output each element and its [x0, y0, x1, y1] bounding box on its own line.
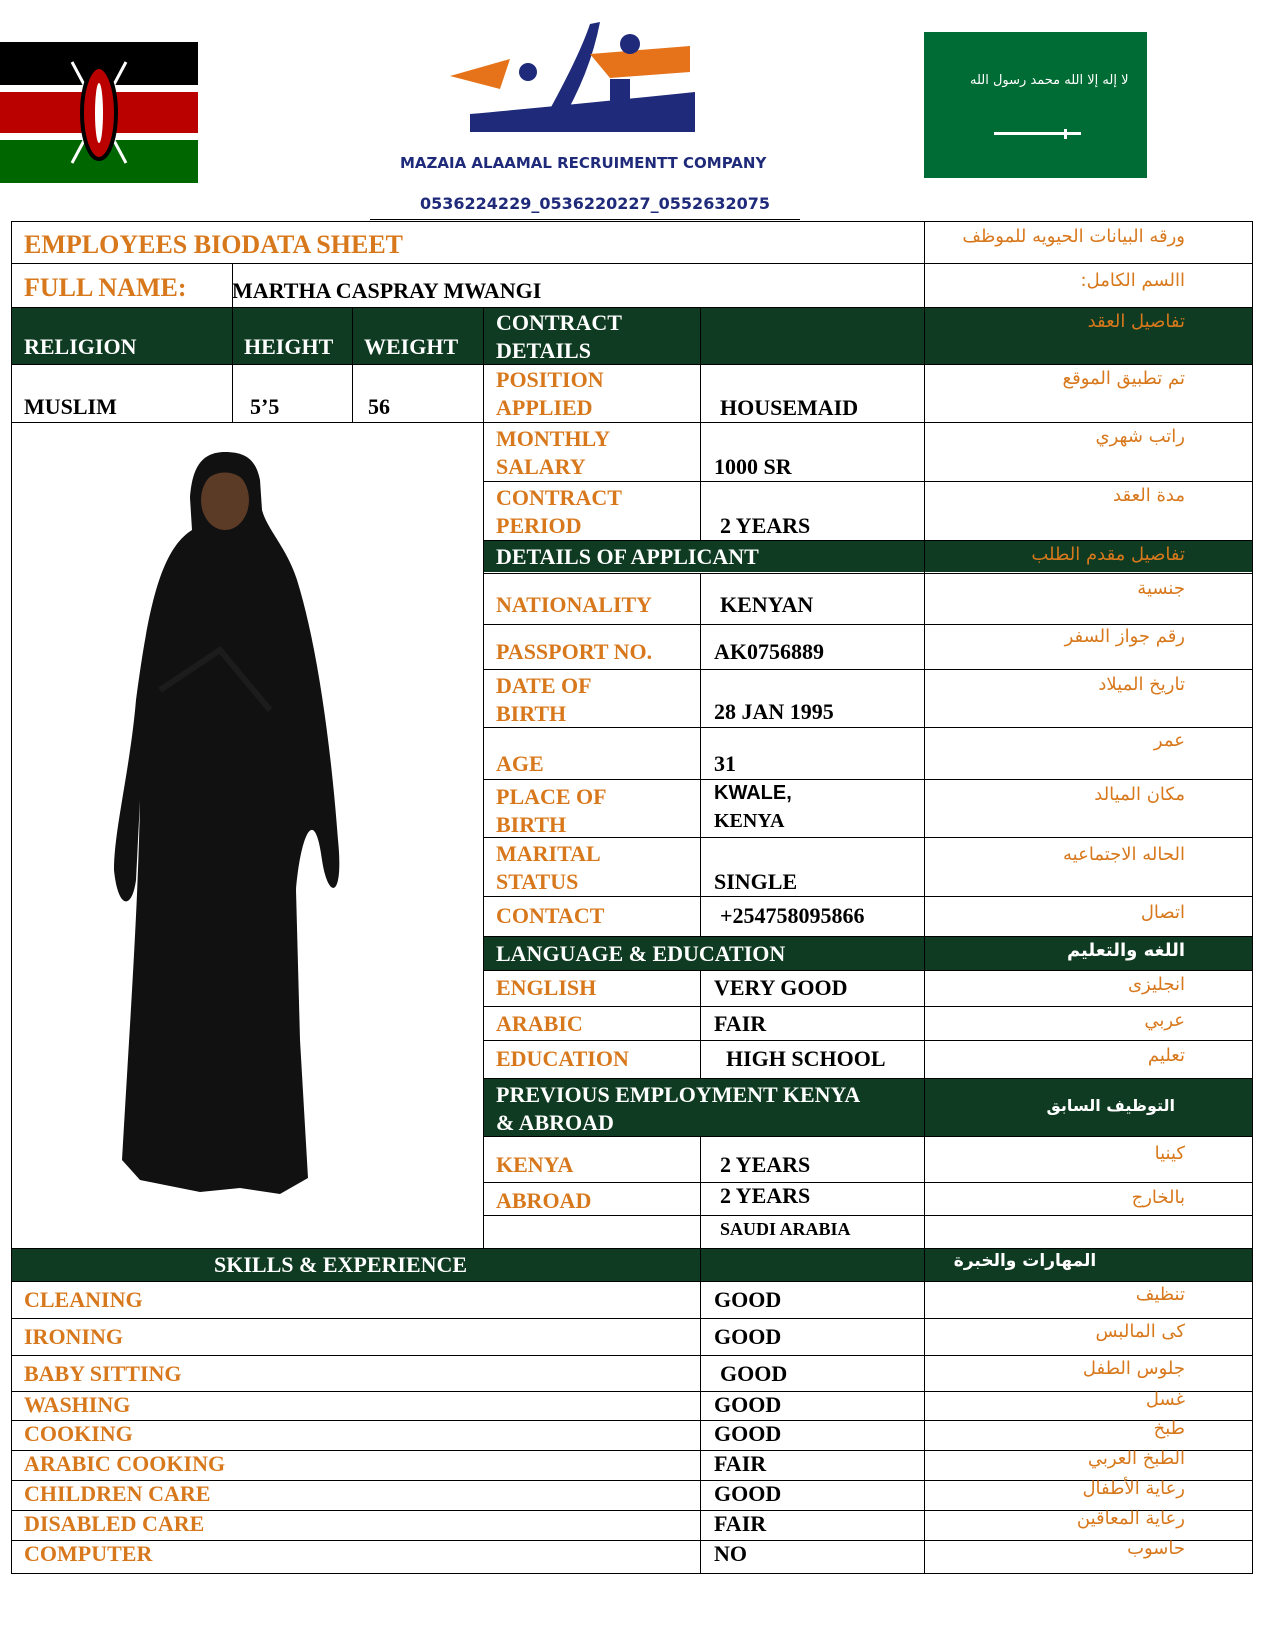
passport-label: PASSPORT NO.	[496, 639, 653, 664]
weight-label: WEIGHT	[364, 334, 459, 359]
weight-value: 56	[368, 394, 390, 419]
full-name-ar: االسم الكامل:	[1080, 270, 1185, 291]
company-name: MAZAIA ALAAMAL RECRUIMENTT COMPANY	[400, 154, 767, 172]
contract-header-ar: تفاصيل العقد	[1087, 311, 1185, 332]
nationality-ar: جنسية	[1137, 578, 1185, 599]
arabic-label: ARABIC	[496, 1011, 583, 1036]
passport-value: AK0756889	[714, 639, 824, 664]
saudi-flag-text: لا إله إلا الله محمد رسول الله	[970, 73, 1129, 88]
age-ar: عمر	[1153, 730, 1185, 751]
education-ar: تعليم	[1147, 1045, 1185, 1066]
skill-label-ar: حاسوب	[1127, 1538, 1185, 1559]
sheet-title-ar: ورقه البيانات الحيويه للموظف	[962, 226, 1185, 247]
sheet-title: EMPLOYEES BIODATA SHEET	[24, 230, 404, 259]
period-ar: مدة العقد	[1113, 485, 1185, 506]
english-value: VERY GOOD	[714, 975, 848, 1000]
company-logo	[440, 14, 700, 134]
dob-value: 28 JAN 1995	[714, 699, 834, 724]
applicant-photo	[100, 440, 350, 1240]
nationality-value: KENYAN	[720, 592, 814, 617]
contact-label: CONTACT	[496, 903, 605, 928]
employment-header-line2: & ABROAD	[496, 1110, 614, 1135]
applicant-header: DETAILS OF APPLICANT	[496, 544, 759, 569]
period-value: 2 YEARS	[720, 513, 811, 538]
nationality-label: NATIONALITY	[496, 592, 653, 617]
company-phones: 0536224229_0536220227_0552632075	[420, 194, 770, 213]
employment-header-ar: التوظيف السابق	[1046, 1096, 1175, 1115]
english-ar: انجليزى	[1127, 974, 1185, 995]
language-header: LANGUAGE & EDUCATION	[496, 941, 786, 966]
skill-label: BABY SITTING	[24, 1361, 182, 1386]
abroad-value: 2 YEARS	[720, 1183, 811, 1208]
kenya-value: 2 YEARS	[720, 1152, 811, 1177]
passport-ar: رقم جواز السفر	[1064, 626, 1185, 647]
salary-value: 1000 SR	[714, 454, 792, 479]
skills-header: SKILLS & EXPERIENCE	[214, 1252, 468, 1277]
pob-value-line2: KENYA	[714, 810, 785, 832]
position-ar: تم تطبيق الموقع	[1062, 368, 1185, 389]
applicant-header-ar: تفاصيل مقدم الطلب	[1031, 544, 1185, 565]
contract-header: CONTRACT DETAILS	[496, 310, 622, 363]
full-name-value: MARTHA CASPRAY MWANGI	[232, 278, 542, 303]
skill-value: GOOD	[714, 1421, 782, 1446]
pob-value-line1: KWALE,	[714, 782, 792, 804]
skill-label: WASHING	[24, 1392, 131, 1417]
abroad-ar: بالخارج	[1131, 1187, 1185, 1208]
skill-value: NO	[714, 1541, 747, 1566]
pob-label: PLACE OF BIRTH	[496, 784, 606, 837]
english-label: ENGLISH	[496, 975, 597, 1000]
period-label: CONTRACT PERIOD	[496, 485, 622, 538]
kenya-label: KENYA	[496, 1152, 574, 1177]
skill-label: IRONING	[24, 1324, 124, 1349]
arabic-value: FAIR	[714, 1011, 767, 1036]
kenya-ar: كينيا	[1154, 1143, 1185, 1164]
contact-ar: اتصال	[1140, 902, 1185, 923]
skill-label-ar: طبخ	[1153, 1418, 1185, 1439]
height-value: 5’5	[250, 394, 280, 419]
skill-label-ar: الطبخ العربي	[1087, 1448, 1185, 1469]
kenya-flag	[0, 42, 198, 183]
skill-label: COOKING	[24, 1421, 133, 1446]
religion-label: RELIGION	[24, 334, 137, 359]
marital-value: SINGLE	[714, 869, 798, 894]
skill-label-ar: جلوس الطفل	[1082, 1358, 1185, 1379]
skill-label: DISABLED CARE	[24, 1511, 205, 1536]
skill-label: COMPUTER	[24, 1541, 153, 1566]
employment-header-line1: PREVIOUS EMPLOYMENT KENYA	[496, 1082, 861, 1107]
salary-ar: راتب شهري	[1095, 426, 1185, 447]
skill-label-ar: غسل	[1145, 1389, 1185, 1410]
marital-label: MARITAL STATUS	[496, 841, 600, 894]
dob-label: DATE OF BIRTH	[496, 673, 591, 726]
salary-label: MONTHLY SALARY	[496, 426, 610, 479]
skill-label: CHILDREN CARE	[24, 1481, 211, 1506]
age-label: AGE	[496, 751, 544, 776]
position-label: POSITION APPLIED	[496, 367, 604, 420]
skill-value: FAIR	[714, 1451, 767, 1476]
contact-value: +254758095866	[720, 903, 865, 928]
language-header-ar: اللغه والتعليم	[1066, 940, 1185, 961]
height-label: HEIGHT	[244, 334, 334, 359]
education-label: EDUCATION	[496, 1046, 629, 1071]
abroad-label: ABROAD	[496, 1188, 592, 1213]
dob-ar: تاريخ الميلاد	[1098, 674, 1185, 695]
skill-value: GOOD	[714, 1481, 782, 1506]
pob-ar: مكان الميالد	[1094, 784, 1185, 805]
arabic-ar: عربي	[1144, 1010, 1185, 1031]
age-value: 31	[714, 751, 736, 776]
skill-value: GOOD	[720, 1361, 788, 1386]
skills-header-ar: المهارات والخبرة	[953, 1251, 1097, 1271]
skill-value: GOOD	[714, 1287, 782, 1312]
religion-value: MUSLIM	[24, 394, 117, 419]
skill-label: ARABIC COOKING	[24, 1451, 226, 1476]
saudi-flag	[924, 32, 1147, 178]
skill-label-ar: رعاية الأطفال	[1082, 1478, 1185, 1499]
skill-label-ar: رعاية المعاقين	[1076, 1508, 1185, 1529]
skill-label-ar: كى المالبس	[1095, 1321, 1185, 1342]
skill-label: CLEANING	[24, 1287, 143, 1312]
education-value: HIGH SCHOOL	[726, 1046, 886, 1071]
skill-value: GOOD	[714, 1392, 782, 1417]
skill-value: FAIR	[714, 1511, 767, 1536]
abroad-country: SAUDI ARABIA	[720, 1219, 851, 1239]
marital-ar: الحاله الاجتماعيه	[1063, 844, 1185, 865]
skill-label-ar: تنظيف	[1135, 1284, 1185, 1305]
position-value: HOUSEMAID	[720, 395, 859, 420]
skill-value: GOOD	[714, 1324, 782, 1349]
full-name-label: FULL NAME:	[24, 273, 187, 302]
